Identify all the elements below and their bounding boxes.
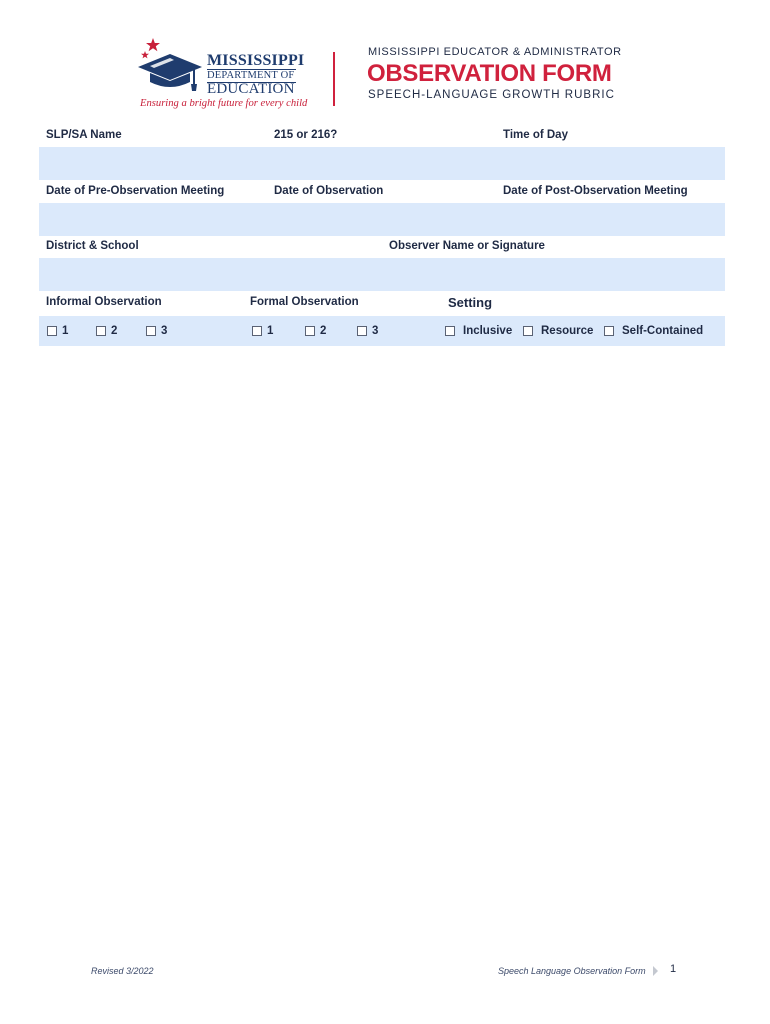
checkbox-icon[interactable] <box>305 326 315 336</box>
checkbox-icon[interactable] <box>604 326 614 336</box>
label-slp-name: SLP/SA Name <box>46 129 122 141</box>
checkbox-icon[interactable] <box>357 326 367 336</box>
label-time-of-day: Time of Day <box>503 129 568 141</box>
label-setting: Setting <box>448 295 493 310</box>
label-formal-observation: Formal Observation <box>250 296 359 308</box>
field-row-dates[interactable] <box>39 203 725 236</box>
checkbox-icon[interactable] <box>146 326 156 336</box>
logo-mississippi: MISSISSIPPI <box>207 52 305 69</box>
footer-document-name: Speech Language Observation Form <box>498 966 646 976</box>
checkbox-informal-3[interactable]: 3 <box>146 325 167 337</box>
checkbox-icon[interactable] <box>96 326 106 336</box>
label-pre-observation-date: Date of Pre-Observation Meeting <box>46 185 225 197</box>
caret-right-icon <box>653 966 658 976</box>
checkbox-formal-1[interactable]: 1 <box>252 325 273 337</box>
logo-department: DEPARTMENT OF <box>207 70 295 81</box>
label-post-observation-date: Date of Post-Observation Meeting <box>503 185 688 197</box>
page-title: OBSERVATION FORM <box>367 60 612 87</box>
mde-logo <box>136 36 306 116</box>
header-subtitle: MISSISSIPPI EDUCATOR & ADMINISTRATOR <box>368 46 622 58</box>
header-rubric: SPEECH-LANGUAGE GROWTH RUBRIC <box>368 89 615 101</box>
graduation-cap-logo-icon <box>136 36 206 98</box>
field-row-name-code-time[interactable] <box>39 147 725 180</box>
checkbox-formal-3[interactable]: 3 <box>357 325 378 337</box>
field-row-district-observer[interactable] <box>39 258 725 291</box>
logo-education: EDUCATION <box>207 81 295 97</box>
footer-revised: Revised 3/2022 <box>91 966 154 976</box>
label-observation-date: Date of Observation <box>274 185 384 197</box>
checkbox-icon[interactable] <box>445 326 455 336</box>
checkbox-informal-1[interactable]: 1 <box>47 325 68 337</box>
label-215-or-216: 215 or 216? <box>274 129 338 141</box>
checkbox-inclusive[interactable]: Inclusive <box>445 325 512 337</box>
label-district-school: District & School <box>46 240 139 252</box>
label-observer-name: Observer Name or Signature <box>389 240 545 252</box>
logo-tagline: Ensuring a bright future for every child <box>140 98 308 109</box>
checkbox-self-contained[interactable]: Self-Contained <box>604 325 703 337</box>
checkbox-resource[interactable]: Resource <box>523 325 593 337</box>
checkbox-formal-2[interactable]: 2 <box>305 325 326 337</box>
checkbox-row <box>39 316 725 346</box>
checkbox-icon[interactable] <box>523 326 533 336</box>
header-divider <box>333 52 335 106</box>
page-number: 1 <box>670 963 677 975</box>
label-informal-observation: Informal Observation <box>46 296 162 308</box>
checkbox-icon[interactable] <box>47 326 57 336</box>
checkbox-informal-2[interactable]: 2 <box>96 325 117 337</box>
checkbox-icon[interactable] <box>252 326 262 336</box>
